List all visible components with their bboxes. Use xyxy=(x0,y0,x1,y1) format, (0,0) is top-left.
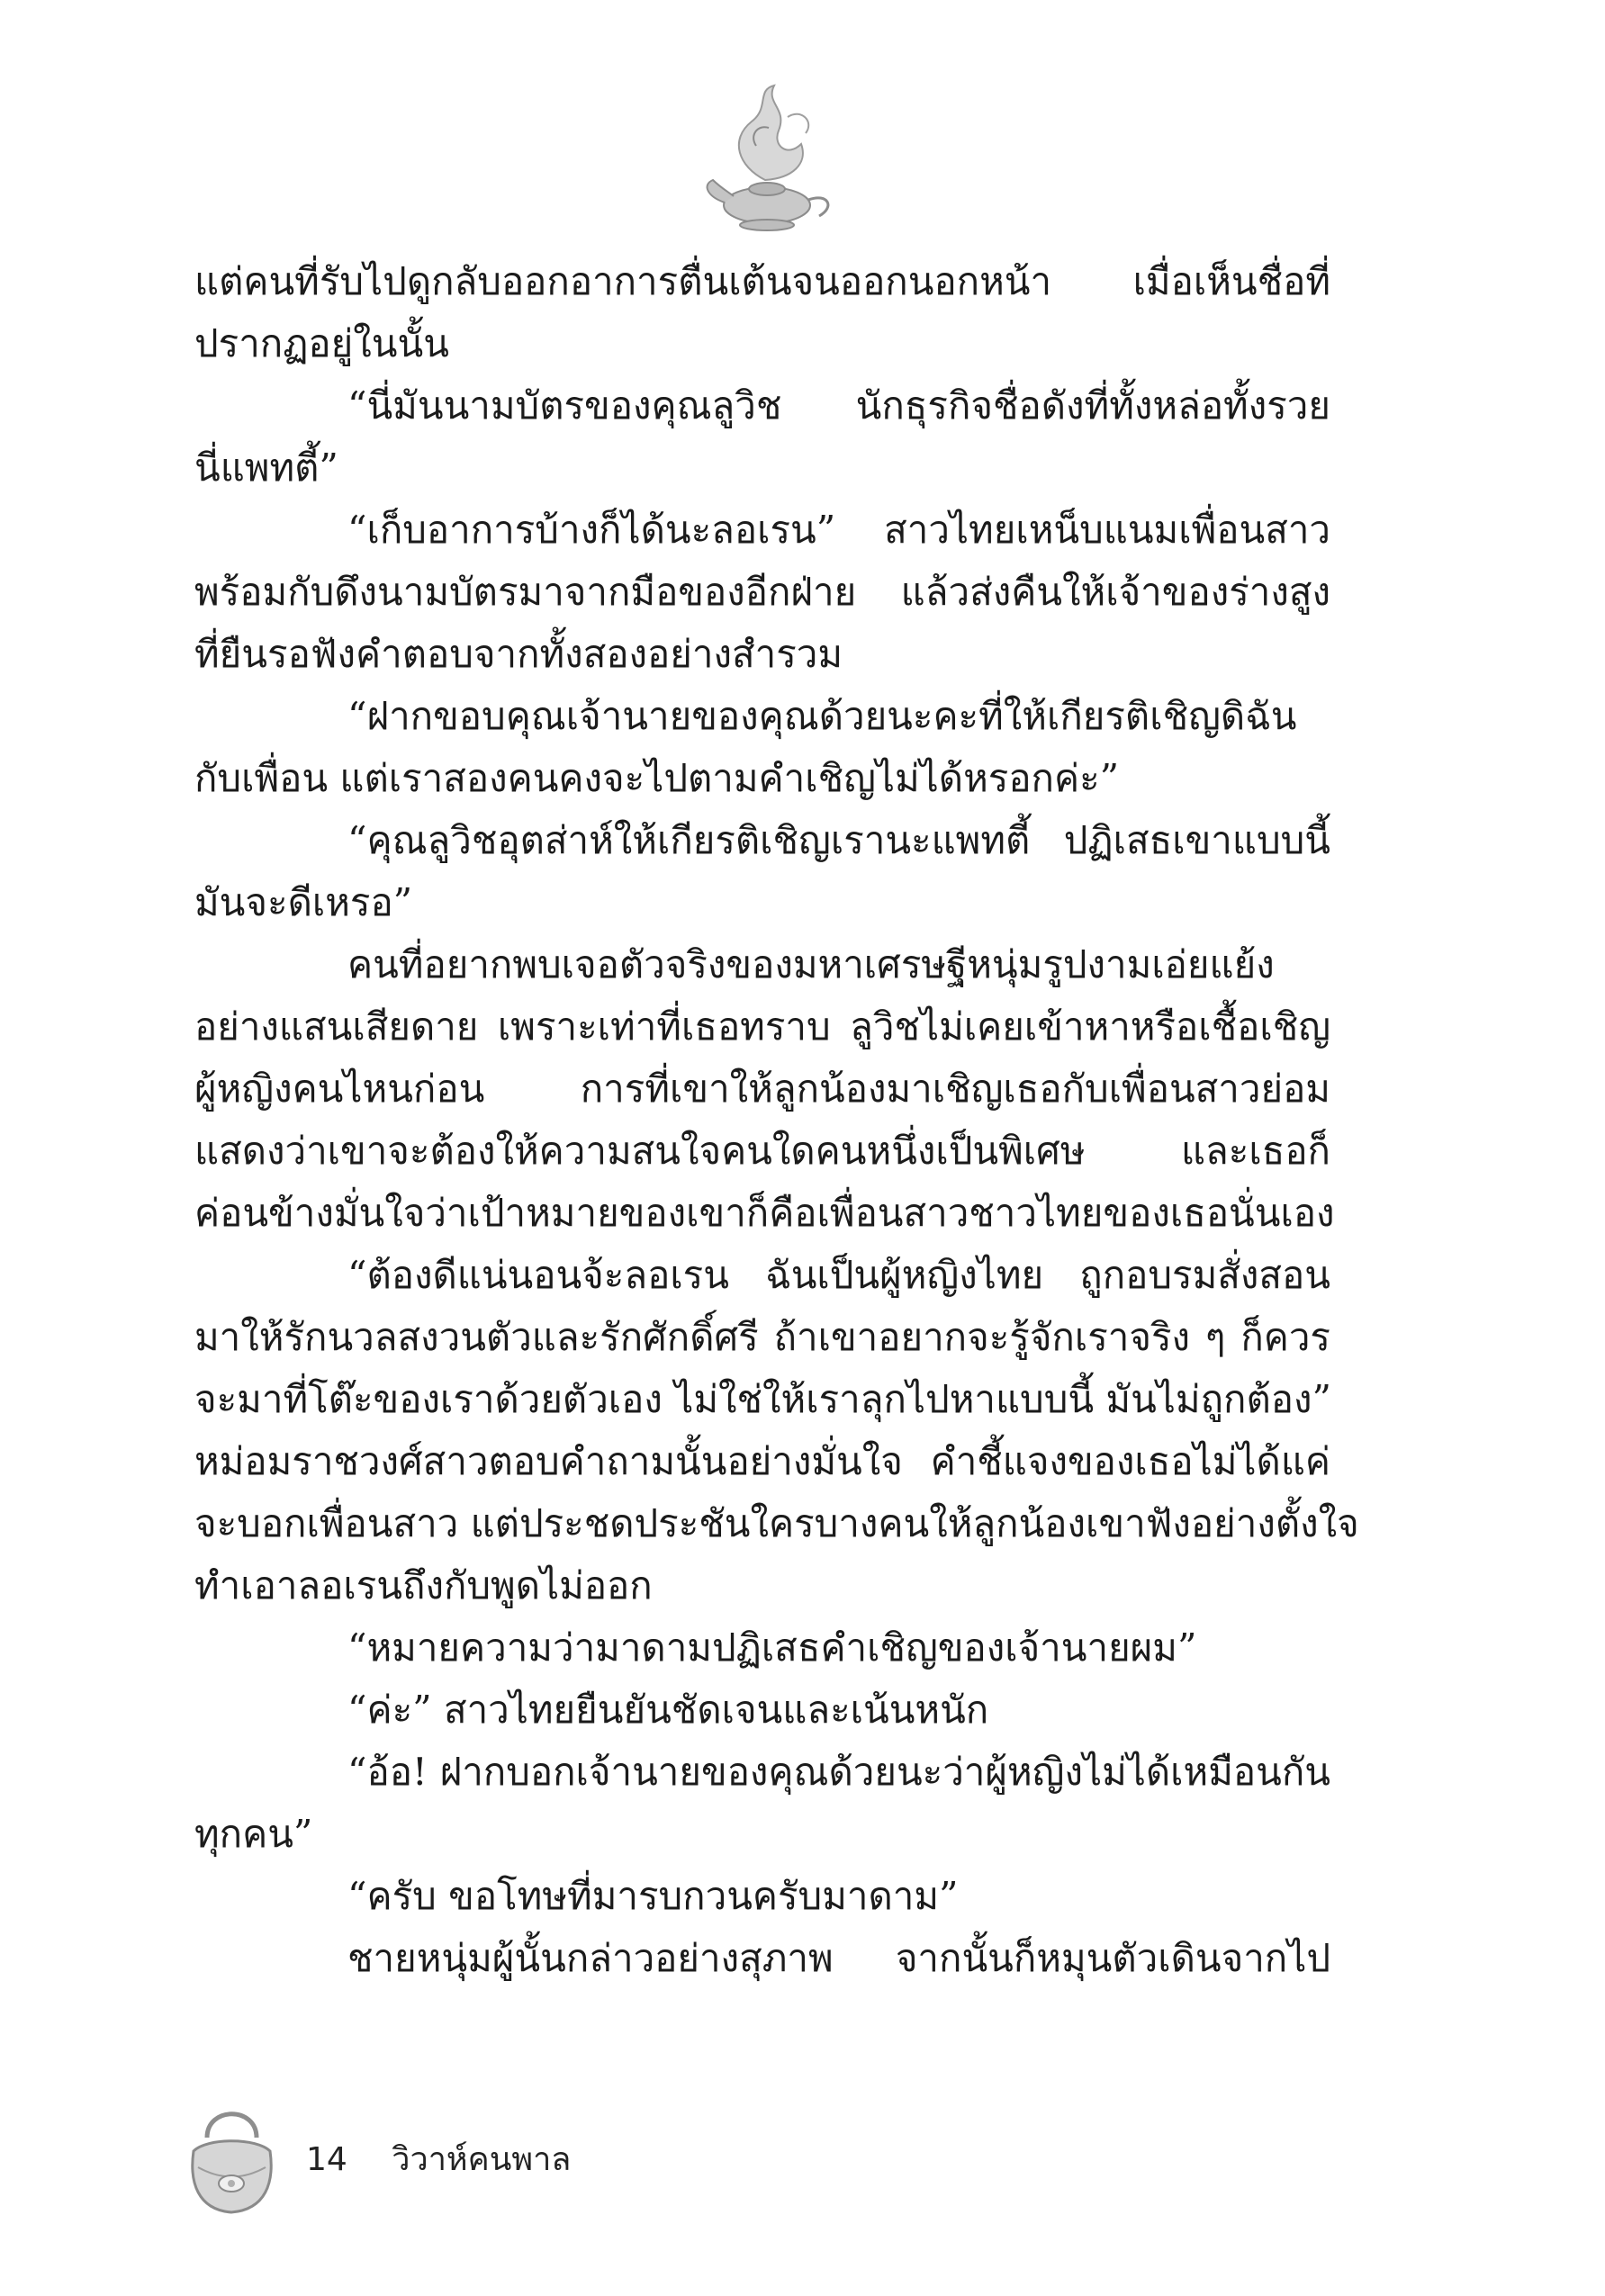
handbag-icon xyxy=(185,2097,279,2219)
text-line: “คุณลูวิชอุตส่าห์ให้เกียรติเชิญเรานะแพทตี้ ปฏิเสธเขาแบบนี้ xyxy=(347,818,1330,862)
text-line: “นี่มันนามบัตรของคุณลูวิช นักธุรกิจชื่อดังที่ทั้งหล่อทั้งรวย xyxy=(347,383,1330,428)
page-footer xyxy=(306,2133,571,2184)
text-line: อย่างแสนเสียดาย เพราะเท่าที่เธอทราบ ลูวิชไม่เคยเข้าหาหรือเชื้อเชิญ xyxy=(194,1004,1330,1049)
text-line: “ต้องดีแน่นอนจ้ะลอเรน ฉันเป็นผู้หญิงไทย ถูกอบรมสั่งสอน xyxy=(347,1253,1330,1297)
text-line: จะบอกเพื่อนสาว แต่ประชดประชันใครบางคนให้ลูกน้องเขาฟังอย่างตั้งใจ xyxy=(194,1501,1359,1545)
text-line: ผู้หญิงคนไหนก่อน การที่เขาให้ลูกน้องมาเชิญเธอกับเพื่อนสาวย่อม xyxy=(194,1067,1330,1111)
text-line: ปรากฏอยู่ในนั้น xyxy=(194,321,449,365)
text-line: หม่อมราชวงศ์สาวตอบคำถามนั้นอย่างมั่นใจ คำชี้แจงของเธอไม่ได้แค่ xyxy=(194,1439,1330,1483)
magic-lamp-icon xyxy=(702,81,837,239)
story-body-text xyxy=(194,250,1359,1989)
text-line: ทำเอาลอเรนถึงกับพูดไม่ออก xyxy=(194,1563,653,1607)
text-line: กับเพื่อน แต่เราสองคนคงจะไปตามคำเชิญไม่ได้หรอกค่ะ” xyxy=(194,756,1120,800)
text-line: มันจะดีเหรอ” xyxy=(194,880,413,924)
text-line: คนที่อยากพบเจอตัวจริงของมหาเศรษฐีหนุ่มรูปงามเอ่ยแย้ง xyxy=(347,942,1275,986)
text-line: ชายหนุ่มผู้นั้นกล่าวอย่างสุภาพ จากนั้นก็หมุนตัวเดินจากไป xyxy=(347,1936,1330,1980)
text-line: “ฝากขอบคุณเจ้านายของคุณด้วยนะคะที่ให้เกียรติเชิญดิฉัน xyxy=(347,694,1297,738)
text-line: แต่คนที่รับไปดูกลับออกอาการตื่นเต้นจนออกนอกหน้า เมื่อเห็นชื่อที่ xyxy=(194,259,1330,303)
text-line: จะมาที่โต๊ะของเราด้วยตัวเอง ไม่ใช่ให้เราลุกไปหาแบบนี้ มันไม่ถูกต้อง” xyxy=(194,1377,1331,1421)
text-line: ทุกคน” xyxy=(194,1812,313,1856)
text-line: แสดงว่าเขาจะต้องให้ความสนใจคนใดคนหนึ่งเป็นพิเศษ และเธอก็ xyxy=(194,1129,1330,1173)
text-line: “ครับ ขอโทษที่มารบกวนครับมาดาม” xyxy=(347,1874,959,1918)
page-number: 14 xyxy=(306,2141,347,2178)
book-title: วิวาห์คนพาล xyxy=(392,2141,572,2178)
text-line: ค่อนข้างมั่นใจว่าเป้าหมายของเขาก็คือเพื่อนสาวชาวไทยของเธอนั่นเอง xyxy=(194,1191,1335,1235)
text-line: มาให้รักนวลสงวนตัวและรักศักดิ์ศรี ถ้าเขาอยากจะรู้จักเราจริง ๆ ก็ควร xyxy=(194,1315,1330,1359)
text-line: ที่ยืนรอฟังคำตอบจากทั้งสองอย่างสำรวม xyxy=(194,632,843,676)
text-line: นี่แพทตี้” xyxy=(194,446,338,490)
text-line: “อ้อ! ฝากบอกเจ้านายของคุณด้วยนะว่าผู้หญิงไม่ได้เหมือนกัน xyxy=(347,1750,1330,1794)
text-line: “เก็บอาการบ้างก็ได้นะลอเรน” สาวไทยเหน็บแนมเพื่อนสาว xyxy=(347,508,1330,552)
text-line: พร้อมกับดึงนามบัตรมาจากมือของอีกฝ่าย แล้วส่งคืนให้เจ้าของร่างสูง xyxy=(194,570,1330,614)
text-line: “หมายความว่ามาดามปฏิเสธคำเชิญของเจ้านายผม” xyxy=(347,1625,1197,1670)
text-line: “ค่ะ” สาวไทยยืนยันชัดเจนและเน้นหนัก xyxy=(347,1688,989,1732)
